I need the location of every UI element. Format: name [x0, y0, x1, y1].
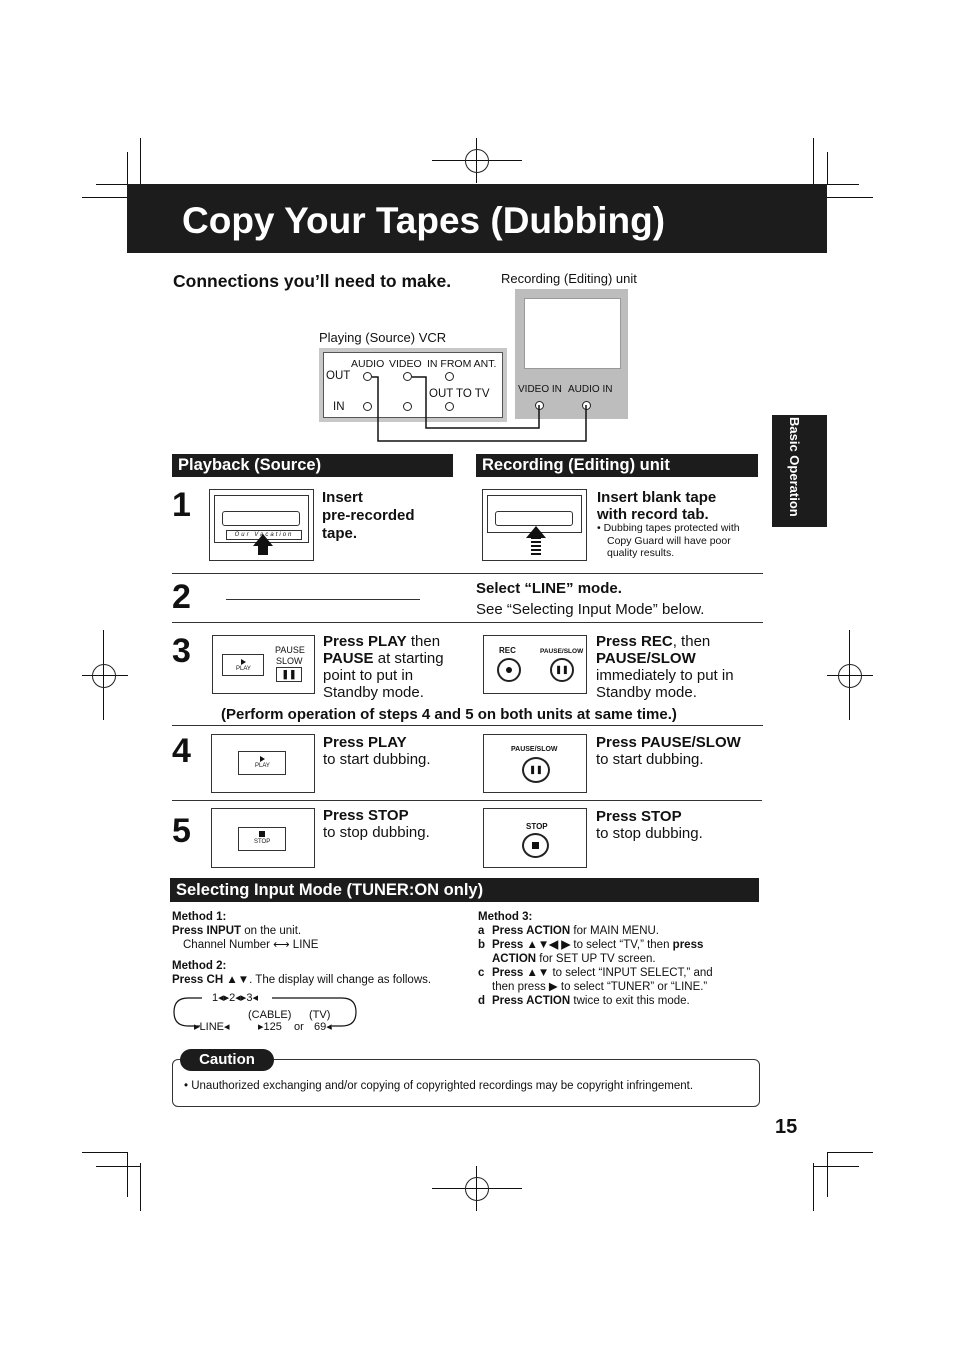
step-3-record-remote-illustration — [483, 635, 587, 694]
vcr-in-label: IN — [333, 401, 345, 413]
step-1-number: 1 — [172, 486, 191, 524]
connections-heading: Connections you’ll need to make. — [173, 271, 452, 291]
step-3-left-text: Press PLAY then PAUSE at starting point to put in Standby mode. — [323, 633, 444, 701]
vcr-out-label: OUT — [326, 370, 351, 382]
method-1: Method 1: Press INPUT on the unit. Channel Number ⟷ LINE — [172, 911, 319, 951]
tape-label: Our Vacation — [226, 530, 302, 540]
step-5-source-remote-illustration — [211, 808, 315, 868]
stop-icon — [259, 831, 265, 837]
connection-cables — [0, 0, 954, 460]
play-icon — [241, 659, 246, 665]
channel-sequence-diagram: 1◂▸2◂▸3◂ (CABLE) (TV) ▸LINE◂ ▸125 or 69◂ — [172, 990, 360, 1032]
step-2-number: 2 — [172, 578, 191, 616]
recording-header: Recording (Editing) unit — [476, 454, 758, 477]
playing-vcr-label: Playing (Source) VCR — [319, 330, 447, 345]
step-4-source-remote-illustration — [211, 734, 315, 793]
method-3: Method 3: a Press ACTION for MAIN MENU. b Press ▲▼◀ ▶ to select “TV,” then press ACTION for SET UP TV screen. c Press ▲▼ to select “INPUT SELECT,” and then press ▶ to select “TUNER” or “LINE.” d Press ACTION twice to exit this mode. — [478, 911, 713, 1007]
page-number: 15 — [775, 1116, 798, 1138]
pause-icon: ❚❚ — [276, 667, 302, 682]
source-vcr-slot-illustration — [209, 489, 314, 561]
video-in-label: VIDEO IN — [518, 384, 562, 395]
pause-slow-button-icon: ❚❚ — [550, 658, 574, 682]
step-2-right-text: See “Selecting Input Mode” below. — [476, 601, 705, 618]
recording-unit-label: Recording (Editing) unit — [501, 271, 637, 286]
pause-slow-button-icon: ❚❚ — [522, 757, 550, 783]
audio-in-label: AUDIO IN — [568, 384, 613, 395]
step-4-left-text: Press PLAY to start dubbing. — [323, 734, 431, 768]
stop-label: STOP — [254, 839, 271, 845]
play-label: PLAY — [255, 763, 270, 769]
pause-label: PAUSE — [275, 645, 305, 655]
step-5-right-text: Press STOP to stop dubbing. — [596, 808, 703, 842]
stop-button-icon — [522, 833, 549, 858]
play-icon — [260, 756, 265, 762]
rec-button-icon — [497, 658, 521, 682]
vcr-in-from-ant-label: IN FROM ANT. — [427, 358, 497, 370]
page-title: Copy Your Tapes (Dubbing) — [182, 200, 666, 241]
step-5-record-remote-illustration — [483, 808, 587, 868]
vcr-audio-label: AUDIO — [351, 358, 385, 370]
vcr-out-to-tv-label: OUT TO TV — [429, 388, 490, 400]
vcr-video-label: VIDEO — [389, 358, 422, 370]
pause-slow-label: PAUSE/SLOW — [511, 746, 558, 753]
playback-header: Playback (Source) — [172, 454, 453, 477]
copy-guard-note: • Dubbing tapes protected with Copy Guard will have poor quality results. — [597, 522, 740, 559]
caution-label: Caution — [180, 1049, 274, 1071]
step-1-right-text: Insert blank tape with record tab. — [597, 489, 717, 523]
step-3-source-remote-illustration — [212, 635, 315, 694]
step-5-left-text: Press STOP to stop dubbing. — [323, 807, 430, 841]
side-tab-label: Basic Operation — [787, 417, 802, 517]
step-4-record-remote-illustration — [483, 734, 587, 793]
slow-label: SLOW — [276, 656, 303, 666]
caution-text: • Unauthorized exchanging and/or copying of copyrighted recordings may be copyright infringement. — [184, 1080, 694, 1092]
record-vcr-slot-illustration — [482, 489, 587, 561]
method-2: Method 2: Press CH ▲▼. The display will change as follows. — [172, 960, 432, 986]
step-2-right-bold: Select “LINE” mode. — [476, 580, 622, 597]
step-4-number: 4 — [172, 732, 191, 770]
step-3-number: 3 — [172, 632, 191, 670]
step-1-left-text: Insert pre-recorded tape. — [322, 489, 415, 542]
pause-slow-label: PAUSE/SLOW — [540, 648, 584, 655]
rec-label: REC — [499, 646, 516, 655]
step-5-number: 5 — [172, 812, 191, 850]
simultaneous-note: (Perform operation of steps 4 and 5 on both units at same time.) — [221, 706, 677, 723]
step-4-right-text: Press PAUSE/SLOW to start dubbing. — [596, 734, 741, 768]
input-mode-header: Selecting Input Mode (TUNER:ON only) — [170, 878, 759, 902]
play-label: PLAY — [236, 666, 251, 672]
stop-label: STOP — [526, 822, 548, 831]
step-3-right-text: Press REC, then PAUSE/SLOW immediately to put in Standby mode. — [596, 633, 734, 701]
